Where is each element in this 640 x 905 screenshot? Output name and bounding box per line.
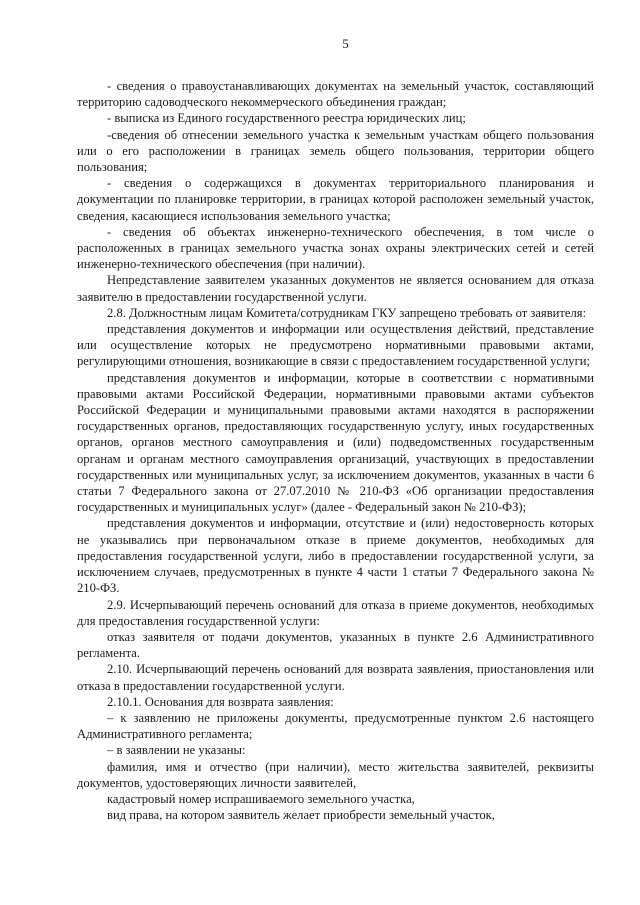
paragraph-10: представления документов и информации, отсутствие и (или) недостоверность которых не указывались при первоначальном отказе в приеме документов, необходимых для предоставления государственной услуги, либо в предоставлении государственной услуги, за исключением случаев, предусмотренных в пункте 4 части 1 статьи 7 Федерального закона № 210-ФЗ. bbox=[77, 516, 594, 596]
paragraph-11: 2.9. Исчерпывающий перечень оснований для отказа в приеме документов, необходимых для предоставления государственной услуги: bbox=[77, 597, 594, 628]
paragraph-19: вид права, на котором заявитель желает приобрести земельный участок, bbox=[107, 808, 495, 823]
paragraph-15: – к заявлению не приложены документы, предусмотренные пунктом 2.6 настоящего Административного регламента; bbox=[77, 710, 594, 742]
paragraph-4: - сведения о содержащихся в документах территориального планирования и документации по планировке территории, в границах которой расположен земельный участок, сведения, касающиеся использования земельного участка; bbox=[77, 176, 594, 223]
paragraph-14: 2.10.1. Основания для возврата заявления: bbox=[107, 694, 334, 709]
paragraph-9: представления документов и информации, которые в соответствии с нормативными правовыми актами Российской Федерации, нормативными правовыми актами субъектов Российской Федерации и муниципальными правовыми актами находятся в распоряжении государственных органов, предоставляющих государственную услугу, иных государственных органов, органов местного самоуправления и (или) подведомственных государственным органам и органам местного самоуправления организаций, участвующих в предоставлении государственных или муниципальных услуг, за исключением документов, указанных в части 6 статьи 7 Федерального закона от 27.07.2010 № 210-ФЗ «Об организации предоставления государственных и муниципальных услуг» (далее - Федеральный закон № 210-ФЗ); bbox=[77, 370, 594, 515]
paragraph-2: - выписка из Единого государственного реестра юридических лиц; bbox=[107, 111, 466, 126]
paragraph-16: – в заявлении не указаны: bbox=[107, 743, 246, 758]
paragraph-1: - сведения о правоустанавливающих документах на земельный участок, составляющий территорию садоводческого некоммерческого объединения граждан; bbox=[77, 79, 594, 110]
document-body bbox=[77, 78, 594, 823]
paragraph-18: кадастровый номер испрашиваемого земельного участка, bbox=[107, 791, 415, 806]
paragraph-12: отказ заявителя от подачи документов, указанных в пункте 2.6 Административного регламента. bbox=[77, 629, 594, 661]
paragraph-17: фамилия, имя и отчество (при наличии), место жительства заявителей, реквизиты документов, удостоверяющих личности заявителей, bbox=[77, 759, 594, 790]
paragraph-8: представления документов и информации или осуществления действий, представление или осуществление которых не предусмотрено нормативными правовыми актами, регулирующими отношения, возникающие в связи с предоставлением государственной услуги; bbox=[77, 322, 594, 369]
paragraph-3: -сведения об отнесении земельного участка к земельным участкам общего пользования или о его расположении в границах земель общего пользования, территории общего пользования; bbox=[77, 127, 594, 175]
page-number: 5 bbox=[342, 36, 349, 51]
paragraph-6: Непредставление заявителем указанных документов не является основанием для отказа заявителю в предоставлении государственной услуги. bbox=[77, 273, 594, 304]
paragraph-7: 2.8. Должностным лицам Комитета/сотрудникам ГКУ запрещено требовать от заявителя: bbox=[107, 305, 587, 320]
paragraph-5: - сведения об объектах инженерно-технического обеспечения, в том числе о расположенных в границах земельного участка зонах охраны электрических сетей и сетей инженерно-технического обеспечения (при наличии). bbox=[77, 224, 594, 272]
paragraph-13: 2.10. Исчерпывающий перечень оснований для возврата заявления, приостановления или отказа в предоставлении государственной услуги. bbox=[77, 662, 594, 693]
